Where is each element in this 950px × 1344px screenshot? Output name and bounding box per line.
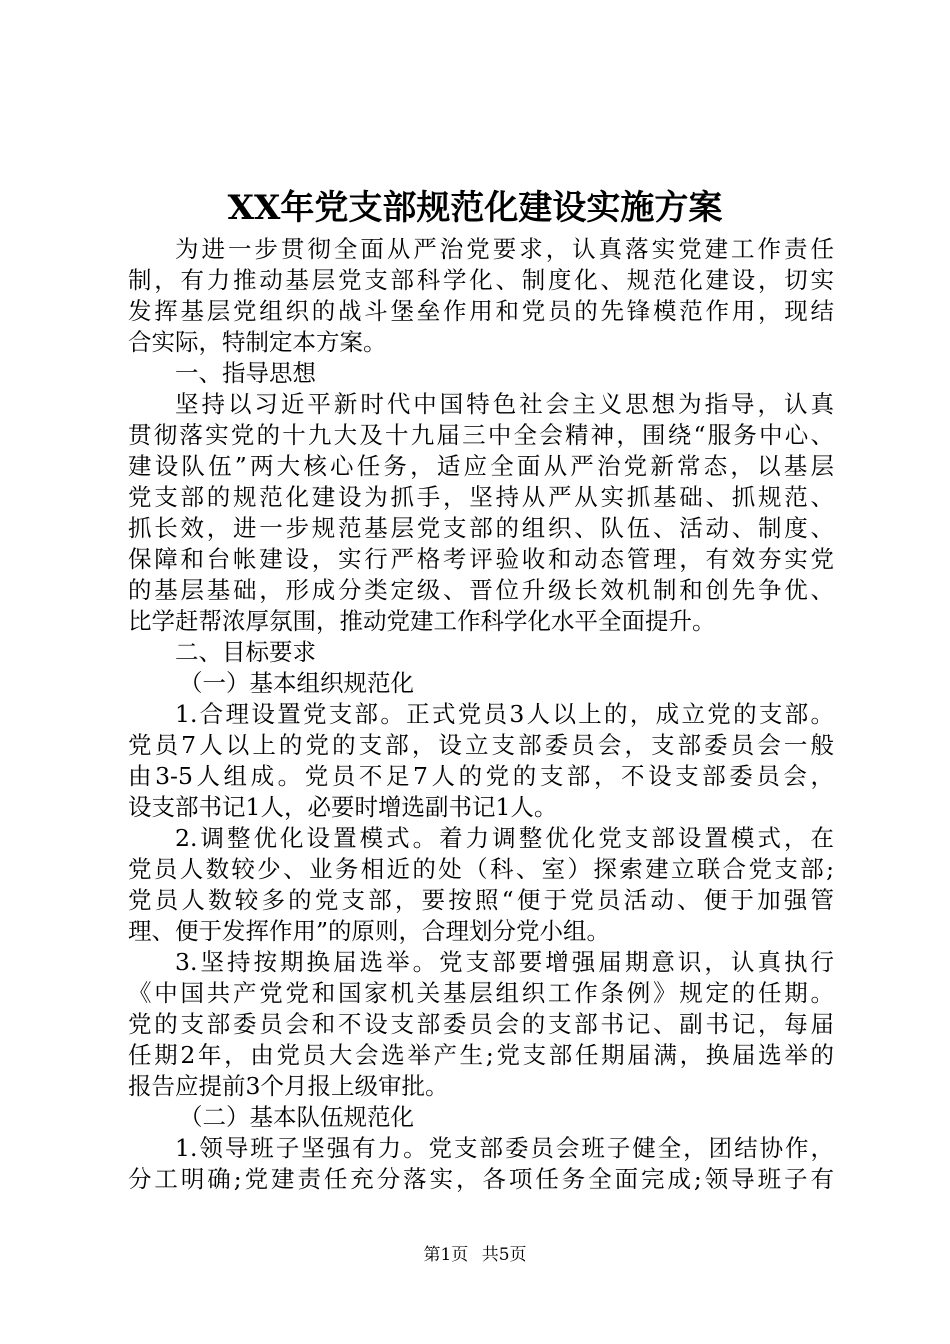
paragraph-line: 1.合理设置党支部。正式党员3人以上的，成立党的支部。 (175, 700, 834, 728)
paragraph-line: 合实际，特制定本方案。 (128, 328, 387, 356)
paragraph-line: 党支部的规范化建设为抓手，坚持从严从实抓基础、抓规范、 (128, 483, 834, 511)
paragraph-line: 抓长效，进一步规范基层党支部的组织、队伍、活动、制度、 (128, 514, 834, 542)
subsection-heading: （二）基本队伍规范化 (179, 1103, 414, 1131)
paragraph-line: 《中国共产党党和国家机关基层组织工作条例》规定的任期。 (128, 979, 834, 1007)
document-body (128, 234, 834, 1195)
paragraph-line: 2.调整优化设置模式。着力调整优化党支部设置模式，在 (175, 824, 834, 852)
paragraph-line: 1.领导班子坚强有力。党支部委员会班子健全，团结协作， (175, 1134, 834, 1162)
paragraph-line: 的基层基础，形成分类定级、晋位升级长效机制和创先争优、 (128, 576, 834, 604)
section-heading: 一、指导思想 (175, 359, 316, 387)
paragraph-line: 党员7人以上的党的支部，设立支部委员会，支部委员会一般 (128, 731, 834, 759)
paragraph-line: 3.坚持按期换届选举。党支部要增强届期意识，认真执行 (175, 948, 834, 976)
paragraph-line: 坚持以习近平新时代中国特色社会主义思想为指导，认真 (175, 390, 834, 418)
paragraph-line: 比学赶帮浓厚氛围，推动党建工作科学化水平全面提升。 (128, 607, 716, 635)
paragraph-line: 贯彻落实党的十九大及十九届三中全会精神，围绕“服务中心、 (128, 421, 834, 449)
paragraph-line: 保障和台帐建设，实行严格考评验收和动态管理，有效夯实党 (128, 545, 834, 573)
paragraph-line: 为进一步贯彻全面从严治党要求，认真落实党建工作责任 (175, 235, 834, 263)
page-footer (0, 1244, 950, 1266)
section-heading: 二、目标要求 (175, 638, 316, 666)
paragraph-line: 由3-5人组成。党员不足7人的党的支部，不设支部委员会， (128, 762, 834, 790)
paragraph-line: 报告应提前3个月报上级审批。 (128, 1072, 449, 1100)
subsection-heading: （一）基本组织规范化 (179, 669, 414, 697)
page-number: 第1页 (423, 1245, 469, 1265)
paragraph-line: 党员人数较少、业务相近的处（科、室）探索建立联合党支部; (128, 855, 834, 883)
paragraph-line: 建设队伍”两大核心任务，适应全面从严治党新常态，以基层 (128, 452, 834, 480)
paragraph-line: 设支部书记1人，必要时增选副书记1人。 (128, 793, 558, 821)
document-title: XX年党支部规范化建设实施方案 (227, 188, 723, 228)
page-total: 共5页 (481, 1245, 527, 1265)
paragraph-line: 制，有力推动基层党支部科学化、制度化、规范化建设，切实 (128, 266, 834, 294)
paragraph-line: 分工明确;党建责任充分落实，各项任务全面完成;领导班子有 (128, 1165, 834, 1193)
paragraph-line: 党员人数较多的党支部，要按照“便于党员活动、便于加强管 (128, 886, 834, 914)
paragraph-line: 发挥基层党组织的战斗堡垒作用和党员的先锋模范作用，现结 (128, 297, 834, 325)
paragraph-line: 党的支部委员会和不设支部委员会的支部书记、副书记，每届 (128, 1010, 834, 1038)
paragraph-line: 理、便于发挥作用”的原则，合理划分党小组。 (128, 917, 611, 945)
paragraph-line: 任期2年，由党员大会选举产生;党支部任期届满，换届选举的 (128, 1041, 834, 1069)
